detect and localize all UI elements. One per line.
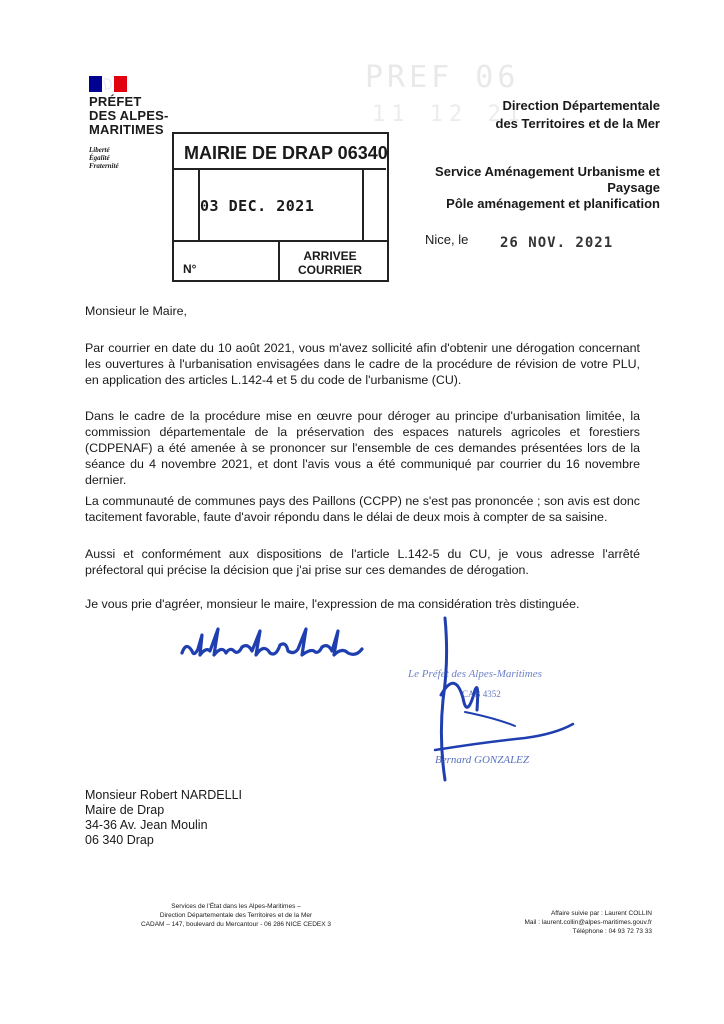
republic-motto xyxy=(89,146,119,170)
footer-services xyxy=(120,902,352,929)
letter-date: 26 NOV. 2021 xyxy=(500,235,614,251)
stamp-divider xyxy=(362,170,364,240)
footer-contact xyxy=(525,909,653,936)
faint-reception-stamp: PREF 06 xyxy=(365,60,520,95)
prefet-line: PRÉFET xyxy=(89,94,142,109)
direction-line: Direction Départementale xyxy=(502,98,660,113)
footer-line: Affaire suivie par : Laurent COLLIN xyxy=(550,910,652,917)
faint-reception-stamp-date: 11 12 21 xyxy=(372,102,526,127)
arrivee-line: ARRIVEE xyxy=(303,249,357,263)
body-paragraph: Par courrier en date du 10 août 2021, vous m'avez sollicité afin d'obtenir une dérogation concernant les ouvertures à l'urbanisation envisagées dans le cadre de la procédure de révision de votre PLU, en application des articles L.142-4 et 5 du code de l'urbanisme (CU). xyxy=(85,341,640,387)
place-label: Nice, le xyxy=(425,232,469,247)
stamp-arrivee-label xyxy=(282,249,378,277)
prefet-logo-text xyxy=(89,95,169,137)
marianne-flag-icon xyxy=(89,76,127,92)
handwritten-closing-signature xyxy=(178,621,368,671)
closing-formula: Je vous prie d'agréer, monsieur le maire, l'expression de ma considération très distinguée. xyxy=(85,597,580,611)
prefet-line: DES ALPES- xyxy=(89,108,169,123)
address-line: Maire de Drap xyxy=(85,803,165,817)
stamp-divider xyxy=(174,240,387,242)
arrivee-line: COURRIER xyxy=(297,263,362,277)
recipient-address xyxy=(85,788,242,848)
service-header xyxy=(382,164,660,212)
footer-line: CADAM – 147, boulevard du Mercantour - 06 286 NICE CEDEX 3 xyxy=(140,921,332,928)
prefect-seal-text: Le Préfet des Alpes-Maritimes xyxy=(408,668,542,680)
signer-name: Bernard GONZALEZ xyxy=(435,754,530,766)
footer-line: Services de l'État dans les Alpes-Maritimes – xyxy=(171,903,301,910)
direction-header xyxy=(496,97,661,133)
motto-line: Fraternité xyxy=(89,162,119,170)
motto-line: Liberté xyxy=(89,146,110,154)
footer-line: Téléphone : 04 93 72 73 33 xyxy=(572,928,652,935)
body-paragraph: Aussi et conformément aux dispositions de l'article L.142-5 du CU, je vous adresse l'arrêté préfectoral qui précise la décision que j'ai prise sur ces demandes de dérogation. xyxy=(85,547,640,577)
stamp-title: MAIRIE DE DRAP 06340 xyxy=(174,136,386,170)
salutation: Monsieur le Maire, xyxy=(85,304,187,318)
address-line: 34-36 Av. Jean Moulin xyxy=(85,818,208,832)
stamp-date: 03 DEC. 2021 xyxy=(200,197,315,215)
service-line: Pôle aménagement et planification xyxy=(446,196,660,211)
direction-line: des Territoires et de la Mer xyxy=(495,116,660,131)
body-paragraph: Dans le cadre de la procédure mise en œuvre pour déroger au principe d'urbanisation limitée, la commission départementale de la préservation des espaces naturels agricoles et forestiers (CDPENAF) a été amenée à se prononcer sur l'ensemble de ces demandes présentées lors de la séance du 4 novembre 2021, et dont l'avis vous a été communiqué par courrier du 16 novembre dernier. xyxy=(85,409,640,487)
prefect-seal-ref: CAB 4352 xyxy=(462,689,501,699)
stamp-divider xyxy=(278,240,280,280)
motto-line: Égalité xyxy=(89,154,110,162)
address-line: Monsieur Robert NARDELLI xyxy=(85,788,243,802)
stamp-number-label: N° xyxy=(183,262,197,276)
prefet-line: MARITIMES xyxy=(89,122,164,137)
body-paragraph: La communauté de communes pays des Paillons (CCPP) ne s'est pas prononcée ; son avis est donc tacitement favorable, faute d'avoir répondu dans le délai de deux mois à compter de sa saisine. xyxy=(85,494,640,524)
address-line: 06 340 Drap xyxy=(85,833,154,847)
footer-line: Mail : laurent.collin@alpes-maritimes.gouv.fr xyxy=(524,919,652,926)
service-line: Service Aménagement Urbanisme et Paysage xyxy=(435,164,660,195)
footer-line: Direction Départementale des Territoires et de la Mer xyxy=(159,912,313,919)
